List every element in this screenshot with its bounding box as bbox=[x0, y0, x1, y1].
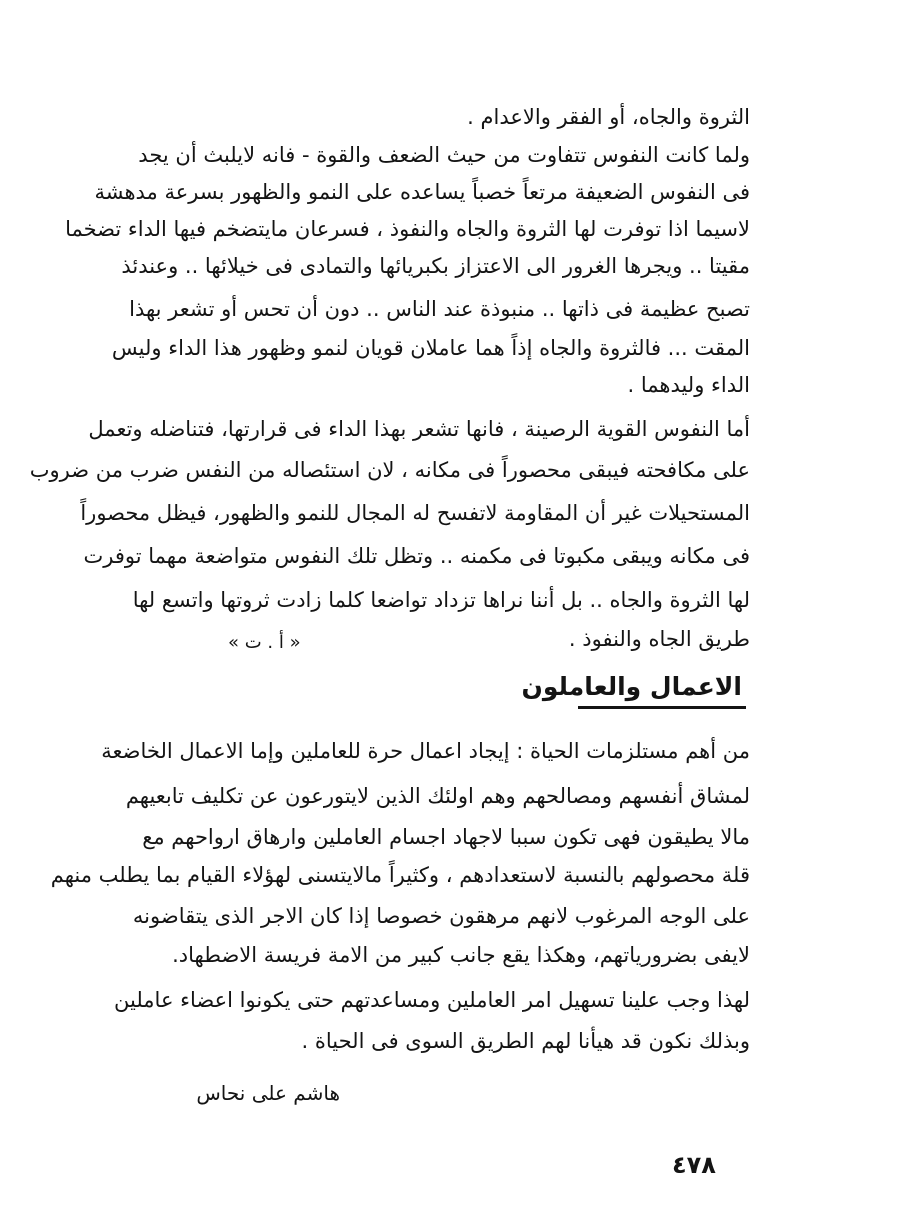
text-line: لهذا وجب علينا تسهيل امر العاملين ومساعدتهم حتى يكونوا اعضاء عاملين bbox=[114, 988, 750, 1012]
heading-underline bbox=[578, 706, 746, 709]
text-line: فى النفوس الضعيفة مرتعاً خصباً يساعده على النمو والظهور بسرعة مدهشة bbox=[94, 180, 750, 204]
text-line: الداء وليدهما . bbox=[627, 373, 750, 397]
text-line: لها الثروة والجاه .. بل أننا نراها تزداد تواضعا كلما زادت ثروتها واتسع لها bbox=[132, 588, 750, 612]
text-line: المستحيلات غير أن المقاومة لاتفسح له المجال للنمو والظهور، فيظل محصوراً bbox=[80, 501, 750, 525]
text-line: على مكافحته فيبقى محصوراً فى مكانه ، لان استئصاله من النفس ضرب من ضروب bbox=[29, 458, 750, 482]
text-line: أما النفوس القوية الرصينة ، فانها تشعر بهذا الداء فى قرارتها، فتناضله وتعمل bbox=[88, 417, 750, 441]
text-line: فى مكانه ويبقى مكبوتا فى مكمنه .. وتظل تلك النفوس متواضعة مهما توفرت bbox=[83, 544, 750, 568]
section-heading: الاعمال والعاملون bbox=[521, 672, 742, 701]
text-line: تصبح عظيمة فى ذاتها .. منبوذة عند الناس .. دون أن تحس أو تشعر بهذا bbox=[129, 297, 750, 321]
text-line: لمشاق أنفسهم ومصالحهم وهم اولئك الذين لايتورعون عن تكليف تابعيهم bbox=[125, 784, 750, 808]
text-line: قلة محصولهم بالنسبة لاستعدادهم ، وكثيراً مالايتسنى لهؤلاء القيام بما يطلب منهم bbox=[50, 863, 750, 887]
text-line: لايفى بضرورياتهم، وهكذا يقع جانب كبير من الامة فريسة الاضطهاد. bbox=[172, 943, 750, 967]
text-line: طريق الجاه والنفوذ . bbox=[568, 627, 750, 651]
text-line: الثروة والجاه، أو الفقر والاعدام . bbox=[467, 105, 750, 129]
author-name: هاشم على نحاس bbox=[196, 1081, 340, 1105]
source-initials: « أ . ت » bbox=[228, 632, 301, 653]
text-line: مالا يطيقون فهى تكون سببا لاجهاد اجسام العاملين وارهاق ارواحهم مع bbox=[142, 825, 750, 849]
text-line: مقيتا .. ويجرها الغرور الى الاعتزاز بكبريائها والتمادى فى خيلائها .. وعندئذ bbox=[121, 254, 750, 278]
page-number: ٤٧٨ bbox=[672, 1151, 716, 1179]
text-line: من أهم مستلزمات الحياة : إيجاد اعمال حرة للعاملين وإما الاعمال الخاضعة bbox=[101, 739, 750, 763]
text-line: المقت ... فالثروة والجاه إذاً هما عاملان قويان لنمو وظهور هذا الداء وليس bbox=[111, 336, 750, 360]
text-line: لاسيما اذا توفرت لها الثروة والجاه والنفوذ ، فسرعان مايتضخم فيها الداء تضخما bbox=[65, 217, 750, 241]
text-line: ولما كانت النفوس تتفاوت من حيث الضعف والقوة - فانه لايلبث أن يجد bbox=[138, 143, 750, 167]
text-line: وبذلك نكون قد هيأنا لهم الطريق السوى فى الحياة . bbox=[301, 1029, 750, 1053]
text-line: على الوجه المرغوب لانهم مرهقون خصوصا إذا كان الاجر الذى يتقاضونه bbox=[132, 904, 750, 928]
